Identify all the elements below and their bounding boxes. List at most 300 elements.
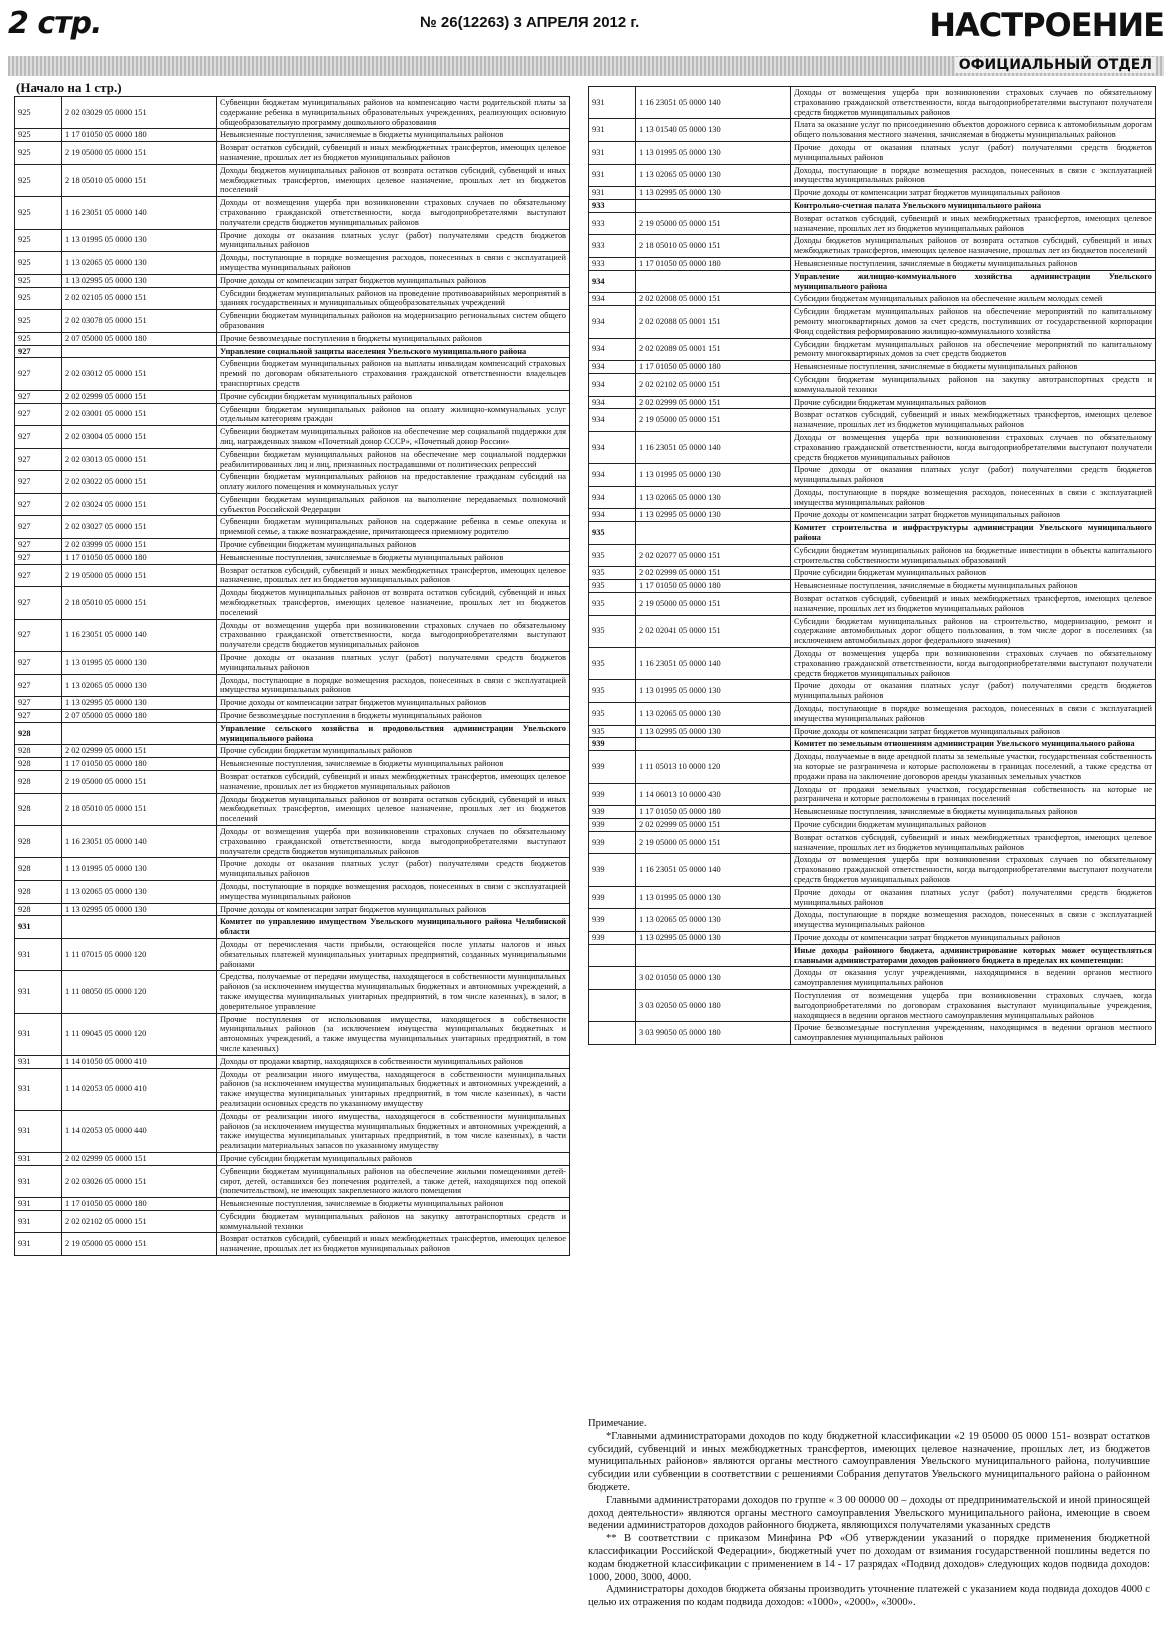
admin-code-cell: 935 <box>589 567 636 580</box>
kbk-code-cell: 2 02 03027 05 0000 151 <box>62 516 217 539</box>
description-cell: Субсидии бюджетам муниципальных районов на обеспечение мероприятий по капитальному ремонту многоквартирных домов за счет средств бюджетов <box>791 338 1156 361</box>
kbk-code-cell: 1 11 07015 05 0000 120 <box>62 938 217 970</box>
kbk-code-cell: 2 02 03999 05 0000 151 <box>62 539 217 552</box>
table-row <box>15 587 570 619</box>
table-row <box>589 703 1156 726</box>
admin-code-cell: 927 <box>15 564 62 587</box>
table-row <box>15 1198 570 1211</box>
kbk-code-cell: 1 13 02065 05 0000 130 <box>636 486 791 509</box>
admin-code-cell: 925 <box>15 274 62 287</box>
admin-code-cell: 925 <box>15 332 62 345</box>
kbk-code-cell: 2 02 03078 05 0000 151 <box>62 310 217 333</box>
note-paragraph: ** В соответствии с приказом Минфина РФ «Об утверждении указаний о порядке применения бюджетной классификации Российской Федерации», бюджетный учет по доходам от взимания государственной пошлины ведется по кодам бюджетной классификации с применением в 14 - 17 разрядах «Подвид доходов» следующих кодов подвида доходов: 1000, 2000, 3000, 4000. <box>588 1533 1150 1583</box>
admin-code-cell: 927 <box>15 652 62 675</box>
description-cell: Доходы от возмещения ущерба при возникновении страховых случаев по обязательному страхованию гражданской ответственности, когда выгодоприобретателями выступают получатели средств бюджетов муниципальных районов <box>791 431 1156 463</box>
table-row <box>15 674 570 697</box>
table-row <box>15 287 570 310</box>
kbk-code-cell: 2 02 03012 05 0000 151 <box>62 358 217 390</box>
kbk-code-cell: 2 02 02089 05 0001 151 <box>636 338 791 361</box>
admin-code-cell: 927 <box>15 516 62 539</box>
description-cell: Возврат остатков субсидий, субвенций и иных межбюджетных трансфертов, имеющих целевое назначение, прошлых лет из бюджетов муниципальных районов <box>217 771 570 794</box>
kbk-code-cell: 1 13 01995 05 0000 130 <box>62 229 217 252</box>
admin-code-cell: 934 <box>589 361 636 374</box>
admin-code-cell: 928 <box>15 745 62 758</box>
table-row <box>15 403 570 426</box>
kbk-code-cell: 1 13 02995 05 0000 130 <box>636 187 791 200</box>
kbk-code-cell: 2 02 02999 05 0000 151 <box>636 819 791 832</box>
table-row <box>589 187 1156 200</box>
admin-code-cell: 927 <box>15 539 62 552</box>
description-cell: Доходы, поступающие в порядке возмещения расходов, понесенных в связи с эксплуатацией имущества муниципальных районов <box>791 909 1156 932</box>
table-row <box>15 793 570 825</box>
table-row <box>15 97 570 129</box>
table-row <box>15 745 570 758</box>
admin-code-cell: 928 <box>15 771 62 794</box>
table-row <box>15 903 570 916</box>
description-cell: Поступления от возмещения ущерба при возникновении страховых случаев, когда выгодоприобретателями по договорам страхования выступают муниципальные учреждения, находящиеся в ведении органов местного самоуправления муниципальных районов <box>791 989 1156 1021</box>
table-row <box>15 564 570 587</box>
admin-code-cell: 925 <box>15 197 62 229</box>
description-cell: Прочие субвенции бюджетам муниципальных районов <box>217 539 570 552</box>
table-row <box>15 551 570 564</box>
description-cell: Прочие доходы от компенсации затрат бюджетов муниципальных районов <box>217 274 570 287</box>
table-row <box>589 931 1156 944</box>
description-cell: Субсидии бюджетам муниципальных районов на закупку автотранспортных средств и коммунальной техники <box>791 373 1156 396</box>
table-row <box>589 396 1156 409</box>
kbk-code-cell: 1 13 02995 05 0000 130 <box>636 931 791 944</box>
table-row <box>15 1055 570 1068</box>
admin-code-cell: 935 <box>589 544 636 567</box>
notes-heading: Примечание. <box>588 1418 647 1429</box>
admin-code-cell: 925 <box>15 164 62 196</box>
kbk-code-cell: 2 19 05000 05 0000 151 <box>636 409 791 432</box>
description-cell: Прочие доходы от компенсации затрат бюджетов муниципальных районов <box>217 903 570 916</box>
admin-code-cell: 927 <box>15 551 62 564</box>
admin-code-cell: 931 <box>15 1152 62 1165</box>
kbk-code-cell: 2 18 05010 05 0000 151 <box>62 164 217 196</box>
description-cell: Прочие доходы от компенсации затрат бюджетов муниципальных районов <box>791 725 1156 738</box>
admin-code-cell: 931 <box>15 1110 62 1152</box>
description-cell: Прочие доходы от компенсации затрат бюджетов муниципальных районов <box>791 187 1156 200</box>
admin-code-cell: 934 <box>589 431 636 463</box>
description-cell: Возврат остатков субсидий, субвенций и иных межбюджетных трансфертов, имеющих целевое назначение, прошлых лет из бюджетов муниципальных районов <box>791 409 1156 432</box>
admin-code-cell: 928 <box>15 903 62 916</box>
kbk-code-cell: 1 13 01995 05 0000 130 <box>636 464 791 487</box>
description-cell: Доходы, поступающие в порядке возмещения расходов, понесенных в связи с эксплуатацией имущества муниципальных районов <box>217 880 570 903</box>
kbk-code-cell: 3 02 01050 05 0000 130 <box>636 967 791 990</box>
description-cell: Прочие безвозмездные поступления учреждениям, находящимся в ведении органов местного самоуправления муниципальных районов <box>791 1022 1156 1045</box>
right-column <box>588 86 1156 1045</box>
issue-line: № 26(12263) 3 АПРЕЛЯ 2012 г. <box>420 14 640 31</box>
table-row <box>15 471 570 494</box>
kbk-code-cell: 1 13 01995 05 0000 130 <box>62 858 217 881</box>
admin-code-cell: 934 <box>589 509 636 522</box>
description-cell: Контрольно-счетная палата Увельского муниципального района <box>791 199 1156 212</box>
kbk-code-cell: 3 03 02050 05 0000 180 <box>636 989 791 1021</box>
description-cell: Доходы от возмещения ущерба при возникновении страховых случаев по обязательному страхованию гражданской ответственности, когда выгодоприобретателями выступают получатели средств бюджетов муниципальных районов <box>791 854 1156 886</box>
table-row <box>589 967 1156 990</box>
table-row <box>589 725 1156 738</box>
table-row <box>15 516 570 539</box>
admin-code-cell: 927 <box>15 493 62 516</box>
kbk-code-cell: 2 02 03024 05 0000 151 <box>62 493 217 516</box>
description-cell: Прочие доходы от оказания платных услуг (работ) получателями средств бюджетов муниципальных районов <box>217 229 570 252</box>
table-row <box>15 129 570 142</box>
note-paragraph: Администраторы доходов бюджета обязаны производить уточнение платежей с указанием кода подвида доходов 4000 с целью их отражения по кодам подвида доходов: «1000», «2000», «3000». <box>588 1584 1150 1609</box>
table-row <box>589 235 1156 258</box>
kbk-code-cell: 2 19 05000 05 0000 151 <box>62 771 217 794</box>
table-row <box>15 164 570 196</box>
kbk-code-cell: 1 17 01050 05 0000 180 <box>62 551 217 564</box>
kbk-code-cell: 1 13 02065 05 0000 130 <box>62 880 217 903</box>
description-cell: Прочие безвозмездные поступления в бюджеты муниципальных районов <box>217 710 570 723</box>
table-row <box>589 831 1156 854</box>
admin-code-cell: 931 <box>589 164 636 187</box>
admin-code-cell: 931 <box>589 87 636 119</box>
description-cell: Прочие доходы от оказания платных услуг (работ) получателями средств бюджетов муниципальных районов <box>217 858 570 881</box>
description-cell: Прочие доходы от компенсации затрат бюджетов муниципальных районов <box>791 509 1156 522</box>
description-cell: Доходы, поступающие в порядке возмещения расходов, понесенных в связи с эксплуатацией имущества муниципальных районов <box>217 674 570 697</box>
masthead <box>0 0 1172 76</box>
section-title: ОФИЦИАЛЬНЫЙ ОТДЕЛ <box>955 57 1156 73</box>
description-cell: Невыясненные поступления, зачисляемые в бюджеты муниципальных районов <box>791 361 1156 374</box>
admin-code-cell: 939 <box>589 783 636 806</box>
admin-code-cell: 934 <box>589 396 636 409</box>
kbk-code-cell: 1 13 02995 05 0000 130 <box>62 697 217 710</box>
table-row <box>589 119 1156 142</box>
description-cell: Прочие доходы от компенсации затрат бюджетов муниципальных районов <box>217 697 570 710</box>
kbk-code-cell: 2 18 05010 05 0000 151 <box>636 235 791 258</box>
admin-code-cell: 927 <box>15 674 62 697</box>
description-cell: Доходы бюджетов муниципальных районов от возврата остатков субсидий, субвенций и иных межбюджетных трансфертов, имеющих целевое назначение, прошлых лет из бюджетов поселений <box>217 587 570 619</box>
table-section-row <box>15 345 570 358</box>
admin-code-cell: 931 <box>15 1068 62 1110</box>
description-cell: Доходы от оказания услуг учреждениями, находящимися в ведении органов местного самоуправления муниципальных районов <box>791 967 1156 990</box>
admin-code-cell: 927 <box>15 390 62 403</box>
kbk-code-cell: 2 02 02999 05 0000 151 <box>636 567 791 580</box>
kbk-code-cell <box>636 944 791 967</box>
admin-code-cell: 925 <box>15 97 62 129</box>
description-cell: Субвенции бюджетам муниципальных районов на выплаты инвалидам компенсаций страховых премий по договорам обязательного страхования гражданской ответственности владельцев транспортных средств <box>217 358 570 390</box>
table-section-row <box>589 270 1156 293</box>
kbk-code-cell: 1 17 01050 05 0000 180 <box>62 1198 217 1211</box>
table-row <box>15 1013 570 1055</box>
kbk-code-cell: 1 13 01540 05 0000 130 <box>636 119 791 142</box>
kbk-code-cell: 2 02 03026 05 0000 151 <box>62 1165 217 1197</box>
description-cell: Доходы, поступающие в порядке возмещения расходов, понесенных в связи с эксплуатацией имущества муниципальных районов <box>791 703 1156 726</box>
table-row <box>589 615 1156 647</box>
description-cell: Возврат остатков субсидий, субвенций и иных межбюджетных трансфертов, имеющих целевое назначение, прошлых лет из бюджетов муниципальных районов <box>791 212 1156 235</box>
admin-code-cell: 939 <box>589 831 636 854</box>
admin-code-cell: 933 <box>589 235 636 258</box>
description-cell: Прочие безвозмездные поступления в бюджеты муниципальных районов <box>217 332 570 345</box>
admin-code-cell: 934 <box>589 486 636 509</box>
kbk-code-cell: 1 16 23051 05 0000 140 <box>62 197 217 229</box>
admin-code-cell: 933 <box>589 199 636 212</box>
table-row <box>589 164 1156 187</box>
admin-code-cell: 931 <box>15 1013 62 1055</box>
continuation-note: (Начало на 1 стр.) <box>16 80 122 95</box>
table-row <box>15 697 570 710</box>
kbk-code-cell: 2 02 02999 05 0000 151 <box>636 396 791 409</box>
admin-code-cell: 928 <box>15 793 62 825</box>
kbk-code-cell: 1 17 01050 05 0000 180 <box>62 129 217 142</box>
description-cell: Доходы, получаемые в виде арендной платы за земельные участки, государственная собственность на которые не разграничена и которые расположены в границах поселений, а также средства от продажи права на заключение договоров аренды указанных земельных участков <box>791 751 1156 783</box>
admin-code-cell: 939 <box>589 819 636 832</box>
table-row <box>589 212 1156 235</box>
admin-code-cell: 925 <box>15 252 62 275</box>
kbk-code-cell: 1 14 02053 05 0000 410 <box>62 1068 217 1110</box>
kbk-code-cell: 1 16 23051 05 0000 140 <box>62 619 217 651</box>
admin-code-cell: 939 <box>589 806 636 819</box>
admin-code-cell: 927 <box>15 710 62 723</box>
admin-code-cell: 934 <box>589 373 636 396</box>
description-cell: Управление социальной защиты населения Увельского муниципального района <box>217 345 570 358</box>
kbk-code-cell: 2 19 05000 05 0000 151 <box>62 142 217 165</box>
table-section-row <box>15 916 570 939</box>
description-cell: Доходы от возмещения ущерба при возникновении страховых случаев по обязательному страхованию гражданской ответственности, когда выгодоприобретателями выступают получатели средств бюджетов муниципальных районов <box>217 619 570 651</box>
admin-code-cell: 933 <box>589 212 636 235</box>
kbk-code-cell: 2 07 05000 05 0000 180 <box>62 710 217 723</box>
admin-code-cell: 927 <box>15 697 62 710</box>
admin-code-cell: 934 <box>589 338 636 361</box>
kbk-code-cell: 1 13 01995 05 0000 130 <box>636 886 791 909</box>
description-cell: Доходы, поступающие в порядке возмещения расходов, понесенных в связи с эксплуатацией имущества муниципальных районов <box>217 252 570 275</box>
kbk-code-cell <box>636 199 791 212</box>
table-section-row <box>589 522 1156 545</box>
description-cell: Доходы бюджетов муниципальных районов от возврата остатков субсидий, субвенций и иных межбюджетных трансфертов, имеющих целевое назначение, прошлых лет из бюджетов поселений <box>791 235 1156 258</box>
kbk-code-cell <box>636 522 791 545</box>
admin-code-cell: 931 <box>589 141 636 164</box>
description-cell: Субсидии бюджетам муниципальных районов на обеспечение жильем молодых семей <box>791 293 1156 306</box>
description-cell: Доходы от возмещения ущерба при возникновении страховых случаев по обязательному страхованию гражданской ответственности, когда выгодоприобретателями выступают получатели средств бюджетов муниципальных районов <box>217 826 570 858</box>
table-row <box>15 1068 570 1110</box>
kbk-code-cell: 2 19 05000 05 0000 151 <box>62 564 217 587</box>
kbk-code-cell: 2 19 05000 05 0000 151 <box>636 831 791 854</box>
table-row <box>589 141 1156 164</box>
table-row <box>15 493 570 516</box>
table-row <box>589 87 1156 119</box>
kbk-code-cell: 2 19 05000 05 0000 151 <box>636 212 791 235</box>
table-row <box>15 448 570 471</box>
kbk-code-cell: 2 02 02008 05 0000 151 <box>636 293 791 306</box>
table-row <box>589 486 1156 509</box>
table-row <box>15 652 570 675</box>
kbk-code-cell: 1 17 01050 05 0000 180 <box>636 806 791 819</box>
admin-code-cell: 934 <box>589 270 636 293</box>
table-row <box>15 274 570 287</box>
table-row <box>15 1165 570 1197</box>
description-cell: Прочие субсидии бюджетам муниципальных районов <box>217 1152 570 1165</box>
kbk-code-cell: 2 18 05010 05 0000 151 <box>62 793 217 825</box>
description-cell: Прочие доходы от оказания платных услуг (работ) получателями средств бюджетов муниципальных районов <box>791 886 1156 909</box>
admin-code-cell: 928 <box>15 826 62 858</box>
table-row <box>589 593 1156 616</box>
description-cell: Комитет по земельным отношениям администрации Увельского муниципального района <box>791 738 1156 751</box>
table-row <box>589 783 1156 806</box>
admin-code-cell: 925 <box>15 129 62 142</box>
table-row <box>589 819 1156 832</box>
table-row <box>589 680 1156 703</box>
admin-code-cell: 927 <box>15 403 62 426</box>
description-cell: Доходы от возмещения ущерба при возникновении страховых случаев по обязательному страхованию гражданской ответственности, когда выгодоприобретателями выступают получатели средств бюджетов муниципальных районов <box>217 197 570 229</box>
admin-code-cell <box>589 967 636 990</box>
admin-code-cell: 928 <box>15 880 62 903</box>
table-row <box>589 806 1156 819</box>
kbk-code-cell: 2 02 02105 05 0000 151 <box>62 287 217 310</box>
admin-code-cell: 935 <box>589 648 636 680</box>
description-cell: Доходы от возмещения ущерба при возникновении страховых случаев по обязательному страхованию гражданской ответственности, когда выгодоприобретателями выступают получатели средств бюджетов муниципальных районов <box>791 87 1156 119</box>
table-row <box>589 464 1156 487</box>
kbk-code-cell: 1 14 01050 05 0000 410 <box>62 1055 217 1068</box>
admin-code-cell: 935 <box>589 680 636 703</box>
table-row <box>15 358 570 390</box>
kbk-code-cell: 1 17 01050 05 0000 180 <box>636 580 791 593</box>
admin-code-cell: 925 <box>15 229 62 252</box>
admin-code-cell: 934 <box>589 464 636 487</box>
kbk-code-cell: 2 02 02999 05 0000 151 <box>62 390 217 403</box>
admin-code-cell: 927 <box>15 471 62 494</box>
table-row <box>589 373 1156 396</box>
description-cell: Прочие субсидии бюджетам муниципальных районов <box>217 745 570 758</box>
kbk-code-cell: 2 18 05010 05 0000 151 <box>62 587 217 619</box>
description-cell: Субсидии бюджетам муниципальных районов на бюджетные инвестиции в объекты капитального строительства собственности муниципальных образований <box>791 544 1156 567</box>
description-cell: Доходы от реализации иного имущества, находящегося в собственности муниципальных районов (за исключением имущества муниципальных бюджетных и автономных учреждений, а также имущества муниципальных унитарных предприятий, в том числе казенных), в части реализации основных средств по указанному имуществу <box>217 1068 570 1110</box>
description-cell: Доходы от продажи земельных участков, государственная собственность на которые не разграничена и которые расположены в границах поселений <box>791 783 1156 806</box>
description-cell: Прочие доходы от оказания платных услуг (работ) получателями средств бюджетов муниципальных районов <box>791 464 1156 487</box>
description-cell: Субвенции бюджетам муниципальных районов на выполнение передаваемых полномочий субъектов Российской Федерации <box>217 493 570 516</box>
table-row <box>589 909 1156 932</box>
description-cell: Невыясненные поступления, зачисляемые в бюджеты муниципальных районов <box>217 129 570 142</box>
kbk-code-cell <box>62 345 217 358</box>
admin-code-cell: 931 <box>589 187 636 200</box>
description-cell: Прочие субсидии бюджетам муниципальных районов <box>791 567 1156 580</box>
admin-code-cell: 928 <box>15 722 62 745</box>
table-row <box>15 539 570 552</box>
table-row <box>15 880 570 903</box>
description-cell: Доходы от реализации иного имущества, находящегося в собственности муниципальных районов (за исключением имущества муниципальных бюджетных и автономных учреждений, а также имущества муниципальных унитарных предприятий, в том числе казенных), в части реализации материальных запасов по указанному имуществу <box>217 1110 570 1152</box>
table-row <box>589 361 1156 374</box>
table-row <box>15 971 570 1013</box>
admin-code-cell: 925 <box>15 287 62 310</box>
kbk-code-cell: 1 13 02065 05 0000 130 <box>636 164 791 187</box>
description-cell: Субвенции бюджетам муниципальных районов на модернизацию региональных систем общего образования <box>217 310 570 333</box>
description-cell: Управление жилищно-коммунального хозяйства администрации Увельского муниципального района <box>791 270 1156 293</box>
admin-code-cell: 927 <box>15 358 62 390</box>
admin-code-cell: 925 <box>15 310 62 333</box>
admin-code-cell: 931 <box>15 1233 62 1256</box>
description-cell: Доходы бюджетов муниципальных районов от возврата остатков субсидий, субвенций и иных межбюджетных трансфертов, имеющих целевое назначение, прошлых лет из бюджетов поселений <box>217 164 570 196</box>
table-row <box>589 409 1156 432</box>
table-row <box>589 544 1156 567</box>
description-cell: Субвенции бюджетам муниципальных районов на компенсацию части родительской платы за содержание ребенка в муниципальных образовательных учреждениях, реализующих основную общеобразовательную программу дошкольного образования <box>217 97 570 129</box>
description-cell: Прочие доходы от оказания платных услуг (работ) получателями средств бюджетов муниципальных районов <box>791 141 1156 164</box>
table-row <box>589 431 1156 463</box>
description-cell: Управление сельского хозяйства и продовольствия администрации Увельского муниципального района <box>217 722 570 745</box>
table-row <box>15 771 570 794</box>
kbk-code-cell: 1 17 01050 05 0000 180 <box>636 257 791 270</box>
kbk-code-cell: 1 17 01050 05 0000 180 <box>62 758 217 771</box>
table-row <box>589 580 1156 593</box>
admin-code-cell: 931 <box>15 916 62 939</box>
description-cell: Субвенции бюджетам муниципальных районов на обеспечение жилыми помещениями детей-сирот, детей, оставшихся без попечения родителей, а также детей, находящихся под опекой (попечительством), не имеющих закрепленного жилого помещения <box>217 1165 570 1197</box>
description-cell: Субвенции бюджетам муниципальных районов на содержание ребенка в семье опекуна и приемной семье, а также вознаграждение, причитающееся приемному родителю <box>217 516 570 539</box>
table-row <box>15 1233 570 1256</box>
admin-code-cell: 939 <box>589 886 636 909</box>
description-cell: Прочие субсидии бюджетам муниципальных районов <box>217 390 570 403</box>
table-row <box>15 858 570 881</box>
kbk-code-cell: 1 13 02995 05 0000 130 <box>636 509 791 522</box>
kbk-code-cell: 2 02 02041 05 0000 151 <box>636 615 791 647</box>
description-cell: Субвенции бюджетам муниципальных районов на обеспечение мер социальной поддержки реабилитированных лиц и лиц, признанных пострадавшими от политических репрессий <box>217 448 570 471</box>
table-row <box>589 854 1156 886</box>
table-row <box>589 338 1156 361</box>
table-row <box>15 619 570 651</box>
table-row <box>589 648 1156 680</box>
kbk-code-cell: 1 17 01050 05 0000 180 <box>636 361 791 374</box>
table-row <box>15 1152 570 1165</box>
description-cell: Субсидии бюджетам муниципальных районов на обеспечение мероприятий по капитальному ремонту многоквартирных домов за счет средств, поступивших от государственной корпорации Фонд содействия реформированию жилищно-коммунального хозяйства <box>791 306 1156 338</box>
description-cell: Иные доходы районного бюджета, администрирование которых может осуществляться главными администраторами доходов районного бюджета в пределах их компетенции: <box>791 944 1156 967</box>
table-section-row <box>15 722 570 745</box>
table-row <box>15 826 570 858</box>
description-cell: Доходы, поступающие в порядке возмещения расходов, понесенных в связи с эксплуатацией имущества муниципальных районов <box>791 486 1156 509</box>
admin-table-left <box>14 96 570 1256</box>
table-row <box>589 751 1156 783</box>
description-cell: Прочие субсидии бюджетам муниципальных районов <box>791 396 1156 409</box>
table-row <box>15 197 570 229</box>
description-cell: Возврат остатков субсидий, субвенций и иных межбюджетных трансфертов, имеющих целевое назначение, прошлых лет из бюджетов муниципальных районов <box>791 593 1156 616</box>
table-section-row <box>589 944 1156 967</box>
description-cell: Субвенции бюджетам муниципальных районов на обеспечение мер социальной поддержки для лиц, награжденных знаком «Почетный донор СССР», «Почетный донор России» <box>217 426 570 449</box>
kbk-code-cell <box>62 722 217 745</box>
kbk-code-cell: 1 13 02995 05 0000 130 <box>62 903 217 916</box>
table-section-row <box>589 738 1156 751</box>
description-cell: Комитет по управлению имуществом Увельского муниципального района Челябинской области <box>217 916 570 939</box>
kbk-code-cell: 1 16 23051 05 0000 140 <box>636 854 791 886</box>
table-row <box>15 252 570 275</box>
newspaper-title: НАСТРОЕНИЕ <box>929 6 1164 44</box>
admin-code-cell: 927 <box>15 587 62 619</box>
admin-code-cell <box>589 944 636 967</box>
kbk-code-cell: 1 14 06013 10 0000 430 <box>636 783 791 806</box>
description-cell: Плата за оказание услуг по присоединению объектов дорожного сервиса к автомобильным дорогам общего пользования местного значения, зачисляемая в бюджеты муниципальных районов <box>791 119 1156 142</box>
table-row <box>15 710 570 723</box>
table-row <box>15 1210 570 1233</box>
description-cell: Невыясненные поступления, зачисляемые в бюджеты муниципальных районов <box>217 551 570 564</box>
kbk-code-cell: 2 02 02077 05 0000 151 <box>636 544 791 567</box>
description-cell: Доходы бюджетов муниципальных районов от возврата остатков субсидий, субвенций и иных межбюджетных трансфертов, имеющих целевое назначение, прошлых лет из бюджетов поселений <box>217 793 570 825</box>
description-cell: Доходы, поступающие в порядке возмещения расходов, понесенных в связи с эксплуатацией имущества муниципальных районов <box>791 164 1156 187</box>
description-cell: Субсидии бюджетам муниципальных районов на проведение противоаварийных мероприятий в зданиях государственных и муниципальных общеобразовательных учреждений <box>217 287 570 310</box>
admin-code-cell: 927 <box>15 619 62 651</box>
admin-code-cell: 939 <box>589 738 636 751</box>
kbk-code-cell: 1 13 02065 05 0000 130 <box>636 909 791 932</box>
page-number: 2 стр. <box>8 6 102 41</box>
kbk-code-cell: 1 16 23051 05 0000 140 <box>636 431 791 463</box>
description-cell: Средства, получаемые от передачи имущества, находящегося в собственности муниципальных районов (за исключением имущества муниципальных бюджетных и автономных учреждений, а также имущества муниципальных унитарных предприятий, в том числе казенных), в залог, в доверительное управление <box>217 971 570 1013</box>
admin-code-cell: 934 <box>589 293 636 306</box>
description-cell: Возврат остатков субсидий, субвенций и иных межбюджетных трансфертов, имеющих целевое назначение, прошлых лет из бюджетов муниципальных районов <box>791 831 1156 854</box>
description-cell: Прочие доходы от оказания платных услуг (работ) получателями средств бюджетов муниципальных районов <box>217 652 570 675</box>
admin-code-cell: 931 <box>15 1165 62 1197</box>
admin-code-cell: 927 <box>15 426 62 449</box>
table-row <box>589 306 1156 338</box>
admin-code-cell: 935 <box>589 580 636 593</box>
admin-code-cell: 939 <box>589 854 636 886</box>
kbk-code-cell <box>636 270 791 293</box>
description-cell: Возврат остатков субсидий, субвенций и иных межбюджетных трансфертов, имеющих целевое назначение, прошлых лет из бюджетов муниципальных районов <box>217 1233 570 1256</box>
